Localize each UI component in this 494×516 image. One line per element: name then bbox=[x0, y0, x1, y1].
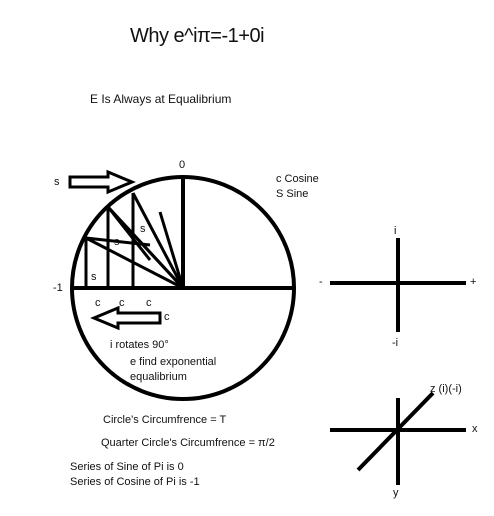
axis1-right-label: + bbox=[470, 276, 477, 288]
xyz-axes bbox=[330, 393, 466, 485]
axis2-right-label: x bbox=[472, 423, 478, 435]
axis1-left-label: - bbox=[319, 276, 323, 288]
eq-sine-series: Series of Sine of Pi is 0 bbox=[70, 461, 184, 473]
sine-label: s bbox=[91, 271, 97, 283]
s-arrow bbox=[70, 172, 132, 192]
note-exponential-2: equalibrium bbox=[130, 371, 187, 383]
axis2-diag-label: z (i)(-i) bbox=[430, 383, 462, 395]
diagram-subtitle: E Is Always at Equalibrium bbox=[90, 92, 232, 106]
eq-circumference: Circle's Circumfrence = T bbox=[103, 414, 227, 426]
cosine-label: c bbox=[119, 297, 125, 309]
c-arrow bbox=[94, 308, 160, 328]
sine-cosine-triangles bbox=[86, 193, 183, 288]
note-rotates: i rotates 90° bbox=[110, 339, 169, 351]
sine-label: s bbox=[114, 236, 120, 248]
circle-top-label: 0 bbox=[179, 159, 186, 171]
c-arrow-label: c bbox=[164, 311, 170, 323]
complex-plane-axes bbox=[330, 238, 466, 332]
legend-cosine: c Cosine bbox=[276, 173, 319, 185]
diagram-title: Why e^iπ=-1+0i bbox=[130, 25, 265, 47]
cosine-label: c bbox=[146, 297, 152, 309]
eq-quarter: Quarter Circle's Circumfrence = π/2 bbox=[101, 437, 275, 449]
eq-cosine-series: Series of Cosine of Pi is -1 bbox=[70, 476, 200, 488]
cosine-label: c bbox=[95, 297, 101, 309]
axis2-bottom-label: y bbox=[393, 487, 399, 499]
s-arrow-label: s bbox=[54, 176, 60, 188]
axis1-bottom-label: -i bbox=[392, 337, 399, 349]
sine-label: s bbox=[140, 223, 146, 235]
note-exponential-1: e find exponential bbox=[130, 356, 217, 368]
axis1-top-label: i bbox=[394, 225, 397, 237]
circle-left-label: -1 bbox=[53, 282, 63, 294]
legend-sine: S Sine bbox=[276, 188, 309, 200]
